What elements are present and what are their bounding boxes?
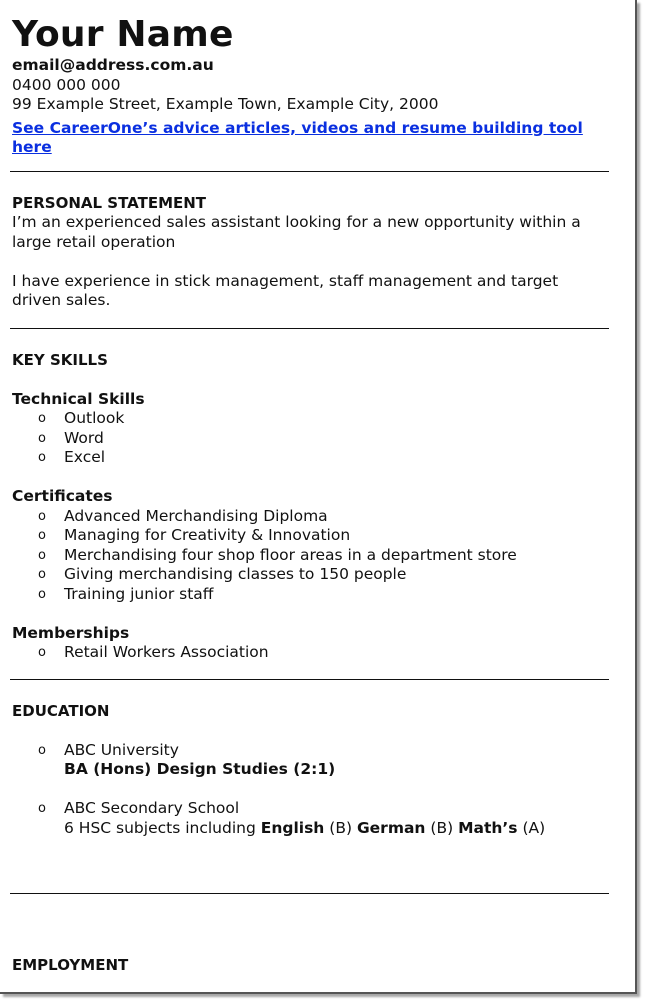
divider-rule (10, 679, 609, 680)
bullet-marker: o (38, 586, 46, 602)
section-title-personal-statement: PERSONAL STATEMENT (12, 194, 207, 212)
bullet-marker: o (38, 450, 46, 465)
bullet-marker: o (38, 742, 46, 758)
education-list (12, 741, 612, 839)
list-item (12, 448, 612, 468)
careerone-link[interactable]: See CareerOne’s advice articles, videos and resume building tool here (12, 118, 583, 156)
phone-number: 0400 000 000 (12, 75, 121, 94)
subject-grade: (B) (324, 818, 357, 837)
bullet-marker: o (38, 430, 46, 446)
list-item-text: Training junior staff (64, 584, 214, 603)
memberships-list (12, 643, 612, 663)
list-item-text: Merchandising four shop floor areas in a department store (64, 545, 517, 564)
subjects-line (64, 819, 612, 839)
school-name: ABC Secondary School (64, 799, 240, 817)
spacer (12, 468, 612, 488)
list-item-text: Word (64, 428, 104, 447)
spacer (12, 370, 612, 390)
list-item-text: Outlook (64, 409, 125, 427)
degree-title: BA (Hons) Design Studies (2:1) (64, 760, 336, 778)
bullet-marker: o (38, 547, 46, 563)
list-item (12, 585, 612, 605)
list-item (12, 741, 612, 780)
list-item-text: Retail Workers Association (64, 643, 269, 661)
personal-statement-paragraph: I have experience in stick management, staff management and target driven sales. (12, 271, 559, 309)
list-item (12, 507, 612, 527)
technical-skills-heading: Technical Skills (12, 389, 145, 408)
list-item (12, 565, 612, 585)
section-title-education: EDUCATION (12, 702, 110, 720)
technical-skills-list (12, 409, 612, 468)
section-title-key-skills: KEY SKILLS (12, 351, 108, 369)
bullet-marker: o (38, 508, 46, 524)
bullet-marker: o (38, 567, 46, 582)
certificates-heading: Certificates (12, 487, 113, 505)
bullet-marker: o (38, 411, 46, 426)
bullet-marker: o (38, 645, 46, 660)
candidate-name: Your Name (12, 14, 234, 55)
list-item (12, 546, 612, 566)
list-item-text: Advanced Merchandising Diploma (64, 506, 328, 525)
divider-rule (10, 171, 609, 172)
list-item (12, 643, 612, 663)
list-item (12, 526, 612, 546)
divider-rule (10, 328, 609, 329)
memberships-heading: Memberships (12, 623, 130, 642)
list-item-text: Giving merchandising classes to 150 people (64, 565, 407, 583)
subject-name: Math’s (458, 818, 518, 837)
subject-grade: (B) (425, 818, 459, 837)
list-item-text: Excel (64, 448, 106, 466)
school-name: ABC University (64, 740, 179, 759)
education-section (12, 702, 612, 838)
subject-name: German (356, 818, 426, 837)
section-title-employment: EMPLOYMENT (12, 956, 129, 974)
subjects-prefix: 6 HSC subjects including (64, 818, 261, 837)
spacer (12, 604, 612, 624)
certificates-list (12, 507, 612, 605)
key-skills-section (12, 351, 612, 663)
spacer (12, 780, 612, 800)
list-item (12, 409, 612, 429)
list-item-text: Managing for Creativity & Innovation (64, 526, 351, 544)
personal-statement-section (12, 194, 612, 311)
resume-header (12, 14, 612, 158)
personal-statement-paragraph: I’m an experienced sales assistant looking for a new opportunity within a large retail operation (12, 213, 581, 251)
subject-grade: (A) (517, 818, 546, 837)
list-item (12, 799, 612, 838)
bullet-marker: o (38, 801, 46, 816)
bullet-marker: o (38, 528, 46, 543)
list-item (12, 429, 612, 449)
employment-section (12, 956, 612, 975)
street-address: 99 Example Street, Example Town, Example City, 2000 (12, 95, 439, 113)
email-address: email@address.com.au (12, 56, 214, 74)
subject-name: English (260, 818, 325, 837)
spacer (12, 252, 612, 272)
divider-rule (10, 893, 609, 894)
spacer (12, 721, 612, 741)
